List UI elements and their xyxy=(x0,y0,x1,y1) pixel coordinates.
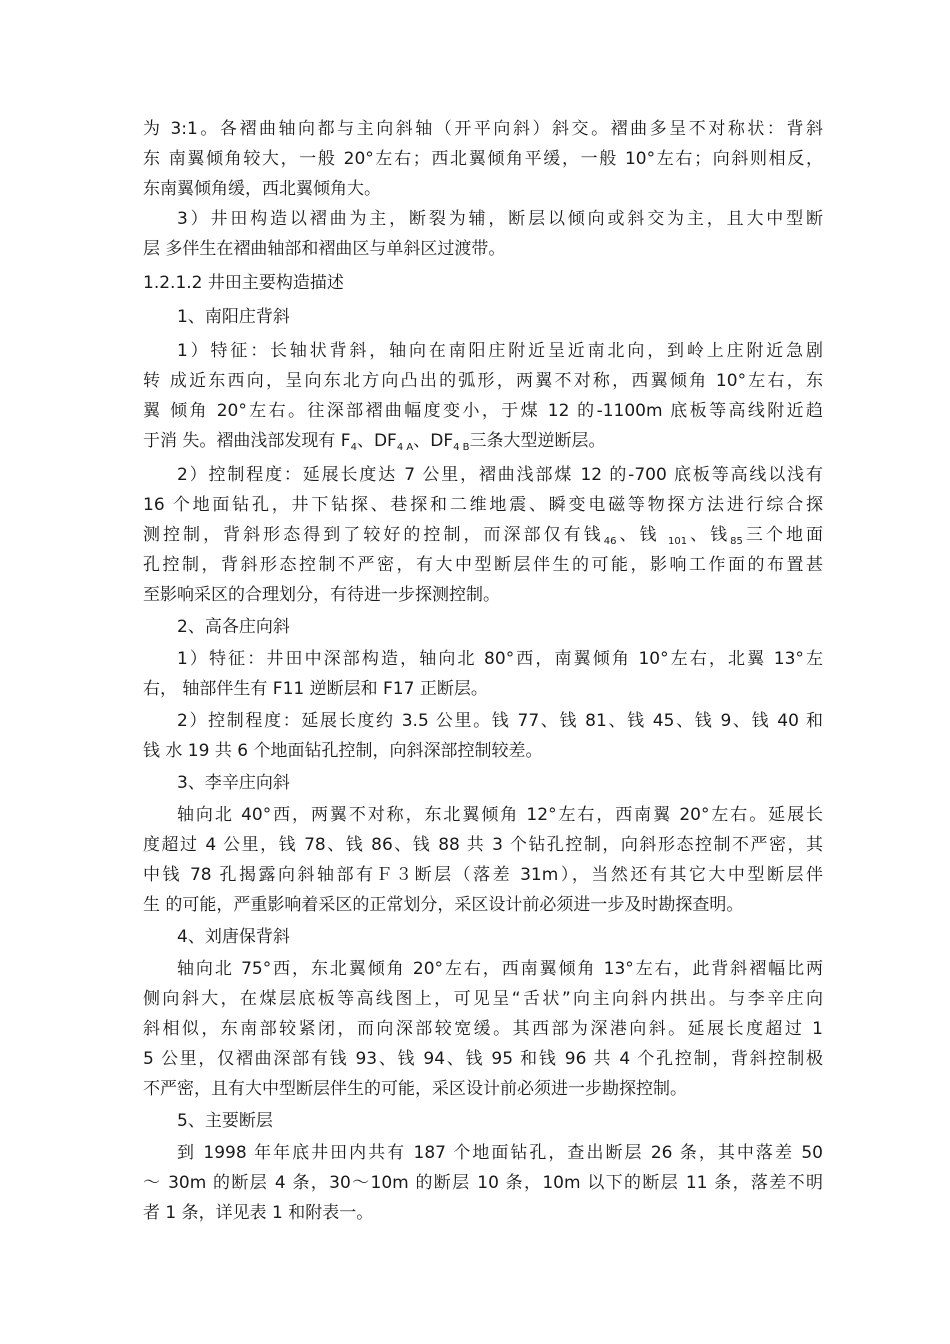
text-line: 2）控制程度：延展长度约 3.5 公里。钱 77、钱 81、钱 45、钱 9、钱 40 和 xyxy=(177,711,823,731)
text-line: 于消 失。褶曲浅部发现有 $F_4$、$DF_{4 A}$、$DF_{4 B}$三条大型逆断层。 xyxy=(143,431,606,453)
text-line: 斜相似，东南部较紧闭，而向深部较宽缓。其西部为深港向斜。延展长度超过 1 xyxy=(143,1019,823,1039)
text-line: 右， 轴部伴生有 F11 逆断层和 F17 正断层。 xyxy=(143,679,488,699)
text-line: 到 1998 年年底井田内共有 187 个地面钻孔，查出断层 26 条，其中落差 50 xyxy=(177,1143,823,1163)
text-line: 侧向斜大，在煤层底板等高线图上，可见呈“舌状”向主向斜内拱出。与李辛庄向 xyxy=(143,989,823,1009)
subsection-heading: 3、李辛庄向斜 xyxy=(177,773,290,793)
text-line: 16 个地面钻孔，井下钻探、巷探和二维地震、瞬变电磁等物探方法进行综合探 xyxy=(143,495,823,515)
text-line: 至影响采区的合理划分，有待进一步探测控制。 xyxy=(143,585,500,605)
subsection-heading: 4、刘唐保背斜 xyxy=(177,927,290,947)
text-line: 1）特征：井田中深部构造，轴向北 80°西，南翼倾角 10°左右，北翼 13°左 xyxy=(177,649,823,669)
text-line: 翼 倾角 20°左右。往深部褶曲幅度变小，于煤 12 的-1100m 底板等高线附近趋 xyxy=(143,401,823,421)
subsection-heading: 1、南阳庄背斜 xyxy=(177,307,290,327)
text-line: 者 1 条，详见表 1 和附表一。 xyxy=(143,1203,374,1223)
text-line: 不严密，且有大中型断层伴生的可能，采区设计前必须进一步勘探控制。 xyxy=(143,1079,687,1099)
text-line: 轴向北 75°西，东北翼倾角 20°左右，西南翼倾角 13°左右，此背斜褶幅比两 xyxy=(177,959,823,979)
text-line: 层 多伴生在褶曲轴部和褶曲区与单斜区过渡带。 xyxy=(143,239,506,259)
text-line: 轴向北 40°西，两翼不对称，东北翼倾角 12°左右，西南翼 20°左右。延展长 xyxy=(177,805,823,825)
text-line: 东 南翼倾角较大，一般 20°左右；西北翼倾角平缓，一般 10°左右；向斜则相反， xyxy=(143,149,823,169)
text-line: 为 3:1。各褶曲轴向都与主向斜轴（开平向斜）斜交。褶曲多呈不对称状：背斜 xyxy=(143,119,823,139)
text-line: 测控制，背斜形态得到了较好的控制，而深部仅有钱$_{46}$、钱 $_{101}$、钱$_{85}$三个地面 xyxy=(143,525,823,547)
section-heading: 1.2.1.2 井田主要构造描述 xyxy=(143,273,344,293)
text-line: 2）控制程度：延展长度达 7 公里，褶曲浅部煤 12 的-700 底板等高线以浅有 xyxy=(177,465,823,485)
text-line: 转 成近东西向，呈向东北方向凸出的弧形，两翼不对称，西翼倾角 10°左右，东 xyxy=(143,371,823,391)
subsection-heading: 2、高各庄向斜 xyxy=(177,617,290,637)
text-line: 1）特征：长轴状背斜，轴向在南阳庄附近呈近南北向，到岭上庄附近急剧 xyxy=(177,341,823,361)
text-line: 生 的可能，严重影响着采区的正常划分，采区设计前必须进一步及时勘探查明。 xyxy=(143,895,744,915)
text-line: 5 公里，仅褶曲深部有钱 93、钱 94、钱 95 和钱 96 共 4 个孔控制，背斜控制极 xyxy=(143,1049,823,1069)
text-line: ～ 30m 的断层 4 条，30～10m 的断层 10 条，10m 以下的断层 11 条，落差不明 xyxy=(143,1173,823,1193)
text-line: 钱 水 19 共 6 个地面钻孔控制，向斜深部控制较差。 xyxy=(143,741,543,761)
text-line: 3）井田构造以褶曲为主，断裂为辅，断层以倾向或斜交为主，且大中型断 xyxy=(177,209,823,229)
text-line: 中钱 78 孔揭露向斜轴部有Ｆ３断层（落差 31m），当然还有其它大中型断层伴 xyxy=(143,865,823,885)
text-line: 度超过 4 公里，钱 78、钱 86、钱 88 共 3 个钻孔控制，向斜形态控制不严密，其 xyxy=(143,835,823,855)
subsection-heading: 5、主要断层 xyxy=(177,1111,273,1131)
text-line: 东南翼倾角缓，西北翼倾角大。 xyxy=(143,179,381,199)
text-line: 孔控制，背斜形态控制不严密，有大中型断层伴生的可能，影响工作面的布置甚 xyxy=(143,555,823,575)
